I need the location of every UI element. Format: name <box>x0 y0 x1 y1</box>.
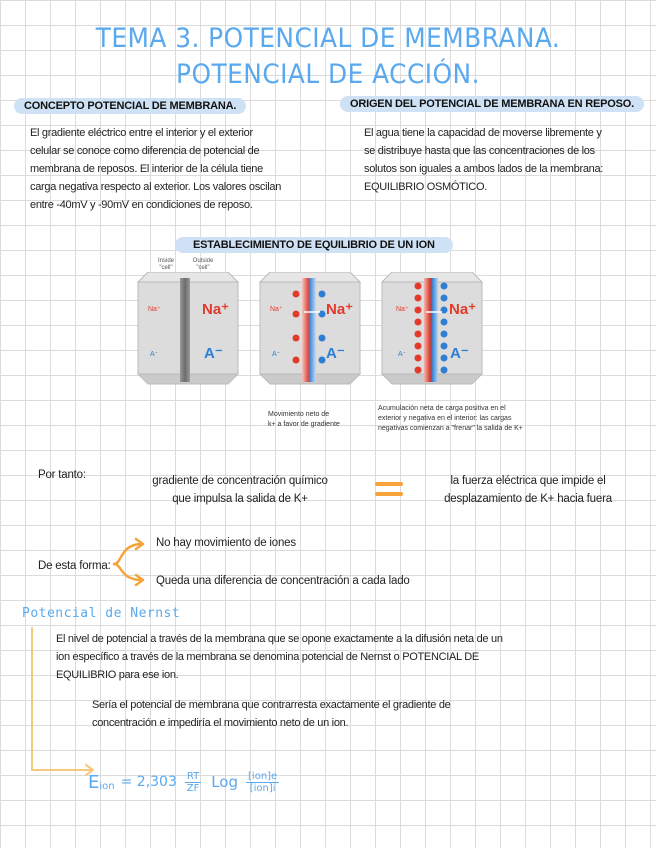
concepto-text <box>30 124 320 214</box>
nernst-sub-line: Sería el potencial de membrana que contrarresta exactamente el gradiente de <box>92 699 451 711</box>
de-esta-forma-label: De esta forma: <box>38 560 111 572</box>
origen-line: EQUILIBRIO OSMÓTICO. <box>364 181 487 193</box>
origen-line: solutos son iguales a ambos lados de la membrana: <box>364 163 604 175</box>
caption-line: exterior y negativa en el interior: las cargas <box>378 415 512 422</box>
origen-line: El agua tiene la capacidad de moverse libremente y <box>364 127 602 139</box>
equilibrio-heading: ESTABLECIMIENTO DE EQUILIBRIO DE UN ION <box>175 237 453 253</box>
formula-den: ZF <box>186 782 200 794</box>
a-big-label: A⁻ <box>204 345 223 362</box>
force-line: la fuerza eléctrica que impide el <box>450 475 606 487</box>
caption-accumulation <box>378 404 548 434</box>
na-big-label: Na⁺ <box>449 301 477 318</box>
panel-movement <box>260 272 360 384</box>
equals-icon <box>374 480 404 498</box>
gradient-text <box>140 472 340 508</box>
nernst-sub-line: concentración e impediría el movimiento neto de un ion. <box>92 717 349 729</box>
origen-heading: ORIGEN DEL POTENCIAL DE MEMBRANA EN REPOSO. <box>340 96 644 112</box>
outside-label: Outside "cell" <box>192 258 214 271</box>
concepto-line: El gradiente eléctrico entre el interior y el exterior <box>30 127 253 139</box>
na-small-label: Na⁺ <box>396 306 409 313</box>
nernst-line: ion específico a través de la membrana se denomina potencial de Nernst o POTENCIAL DE <box>56 651 479 663</box>
a-small-label: A⁻ <box>272 351 281 358</box>
a-small-label: A⁻ <box>398 351 407 358</box>
nernst-explanation <box>92 696 592 732</box>
page-title-line2: POTENCIAL DE ACCIÓN. <box>176 59 480 90</box>
force-line: desplazamiento de K+ hacia fuera <box>444 493 612 505</box>
concepto-line: membrana de reposos. El interior de la célula tiene <box>30 163 263 175</box>
nernst-formula <box>88 762 279 802</box>
formula-log: Log <box>211 773 239 791</box>
panel-accumulation <box>382 272 482 384</box>
formula-ion-fraction <box>246 771 279 794</box>
caption-line: k+ a favor de gradiente <box>268 421 340 428</box>
caption-movement <box>268 410 368 430</box>
concepto-heading: CONCEPTO POTENCIAL DE MEMBRANA. <box>14 98 246 114</box>
a-big-label: A⁻ <box>450 345 469 362</box>
na-small-label: Na⁺ <box>148 306 161 313</box>
caption-line: negativas comienzan a "frenar" la salida de K+ <box>378 425 523 432</box>
formula-num: RT <box>186 770 200 782</box>
origen-text <box>364 124 644 196</box>
no-movement-text: No hay movimiento de iones <box>156 537 296 549</box>
formula-lhs: E <box>88 771 100 793</box>
formula-rt-zf <box>185 771 201 794</box>
origen-line: se distribuye hasta que las concentraciones de los <box>364 145 595 157</box>
nernst-heading: Potencial de Nernst <box>22 606 181 621</box>
concentration-diff-text: Queda una diferencia de concentración a cada lado <box>156 575 410 587</box>
gradient-line: que impulsa la salida de K+ <box>172 493 308 505</box>
brace-arrow-icon <box>108 536 158 588</box>
caption-line: Acumulación neta de carga positiva en el <box>378 405 506 412</box>
nernst-line: El nivel de potencial a través de la membrana que se opone exactamente a la difusión neta de un <box>56 633 503 645</box>
caption-line: Movimiento neto de <box>268 411 330 418</box>
a-big-label: A⁻ <box>326 345 345 362</box>
electric-force-text <box>428 472 628 508</box>
concepto-line: entre -40mV y -90mV en condiciones de reposo. <box>30 199 253 211</box>
formula-lhs-sub: ion <box>99 780 115 792</box>
panel-initial <box>138 272 238 384</box>
formula-ion-den: [ion]i <box>249 782 276 794</box>
formula-ion-num: [ion]e <box>248 770 278 782</box>
na-small-label: Na⁺ <box>270 306 283 313</box>
nernst-definition <box>56 630 636 684</box>
page-title-line1: TEMA 3. POTENCIAL DE MEMBRANA. <box>95 23 561 54</box>
gradient-line: gradiente de concentración químico <box>152 475 328 487</box>
formula-eq: = 2,303 <box>120 774 177 790</box>
ion-equilibrium-diagram <box>134 272 524 400</box>
concepto-line: celular se conoce como diferencia de potencial de <box>30 145 260 157</box>
na-big-label: Na⁺ <box>326 301 354 318</box>
nernst-line: EQUILIBRIO para ese ion. <box>56 669 179 681</box>
na-big-label: Na⁺ <box>202 301 230 318</box>
por-tanto-label: Por tanto: <box>38 469 86 481</box>
inside-label: Inside "cell" <box>157 258 174 271</box>
a-small-label: A⁻ <box>150 351 159 358</box>
concepto-line: carga negativa respecto al exterior. Los valores oscilan <box>30 181 282 193</box>
